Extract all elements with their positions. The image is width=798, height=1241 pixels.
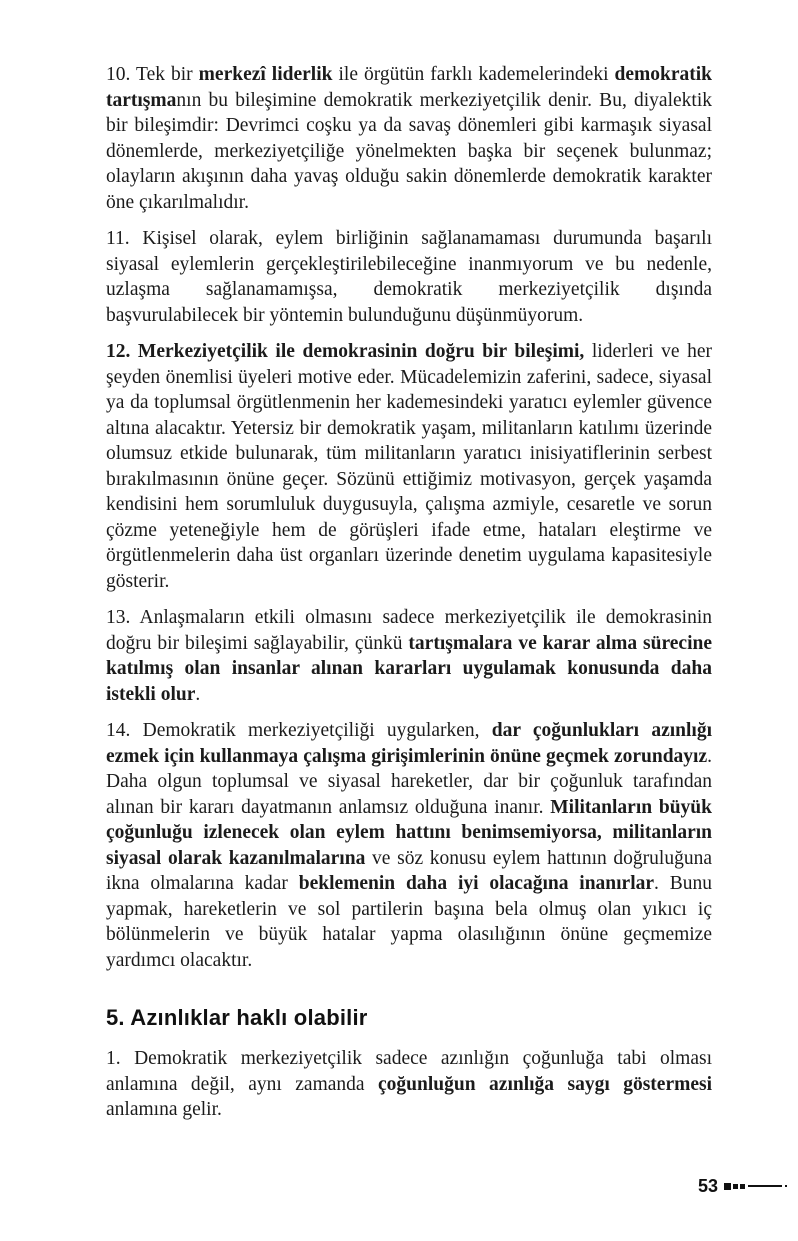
page-text-block <box>106 62 712 1134</box>
ornament-square-icon <box>740 1184 745 1189</box>
footer-ornament-icon <box>724 1183 787 1190</box>
ornament-square-icon <box>724 1183 731 1190</box>
page-number: 53 <box>697 1175 718 1196</box>
paragraph: 11. Kişisel olarak, eylem birliğinin sağlanamaması durumunda başarılı siyasal eylemlerin gerçekleştirilebileceğine inanmıyorum ve bu nedenle, uzlaşma sağlanamamışsa, demokratik merkeziyetçilik dışında başvurulabilecek bir yöntemin bulunduğunu düşünmüyorum. <box>106 228 712 326</box>
section-heading: 5. Azınlıklar haklı olabilir <box>106 1005 368 1030</box>
page-footer <box>698 1174 787 1198</box>
ornament-dot-icon <box>785 1185 787 1187</box>
ornament-rule-icon <box>748 1185 782 1188</box>
ornament-square-icon <box>733 1184 738 1189</box>
paragraph: 13. Anlaşmaların etkili olmasını sadece merkeziyetçilik ile demokrasinin doğru bir bileşimi sağlayabilir, çünkü tartışmalara ve karar alma sürecine katılmış olan insanlar alınan kararları uygulamak konusunda daha istekli olur. <box>106 607 712 705</box>
paragraph: 14. Demokratik merkeziyetçiliği uygularken, dar çoğunlukları azınlığı ezmek için kullanmaya çalışma girişimlerinin önüne geçmek zorundayız. Daha olgun toplumsal ve siyasal hareketler, dar bir çoğunluk tarafından alınan bir kararı dayatmanın anlamsız olduğuna inanır. Militanların büyük çoğunluğu izlenecek olan eylem hattını benimsemiyorsa, militanların siyasal olarak kazanılmalarına ve söz konusu eylem hattının doğruluğuna ikna olmalarına kadar beklemenin daha iyi olacağına inanırlar. Bunu yapmak, hareketlerin ve sol partilerin başına bela olmuş olan yıkıcı iç bölünmelerin ve büyük hatalar yapma olasılığının önüne geçmemize yardımcı olacaktır. <box>106 720 713 971</box>
paragraph-list-top <box>106 62 712 973</box>
paragraph: 1. Demokratik merkeziyetçilik sadece azınlığın çoğunluğa tabi olması anlamına değil, aynı zamanda çoğunluğun azınlığa saygı göstermesi anlamına gelir. <box>106 1048 713 1120</box>
paragraph: 10. Tek bir merkezî liderlik ile örgütün farklı kademelerindeki demokratik tartışmanın bu bileşimine demokratik merkeziyetçilik denir. Bu, diyalektik bir bileşimdir: Devrimci coşku ya da savaş dönemleri gibi karmaşık siyasal dönemlerde, merkeziyetçiliğe yönelmekten başka bir seçenek bulunmaz; olayların akışının daha yavaş olduğu sakin dönemlerde demokratik karakter öne çıkarılmalıdır. <box>106 64 712 213</box>
paragraph: 12. Merkeziyetçilik ile demokrasinin doğru bir bileşimi, liderleri ve her şeyden önemlisi üyeleri motive eder. Mücadelemizin zaferini, sadece, siyasal ya da toplumsal örgütlenmenin her kademesindeki yaratıcı eylemler güvence altına alacaktır. Yetersiz bir demokratik yaşam, militanların katılımı üzerinde olumsuz etkide bulunarak, tüm militanların yaratıcı inisiyatiflerinin serbest bırakılmasının önüne geçer. Sözünü ettiğimiz motivasyon, gerçek yaşamda kendisini hem sorumluluk duygusuyla, çalışma azmiyle, cesaretle ve sorun çözme yeteneğiyle hem de görüşleri ifade etme, hataları eleştirme ve örgütlenmelerin daha üst organları üzerinde denetim uygulama kapasitesiyle gösterir. <box>106 341 712 592</box>
paragraph-list-bottom <box>106 1046 712 1123</box>
